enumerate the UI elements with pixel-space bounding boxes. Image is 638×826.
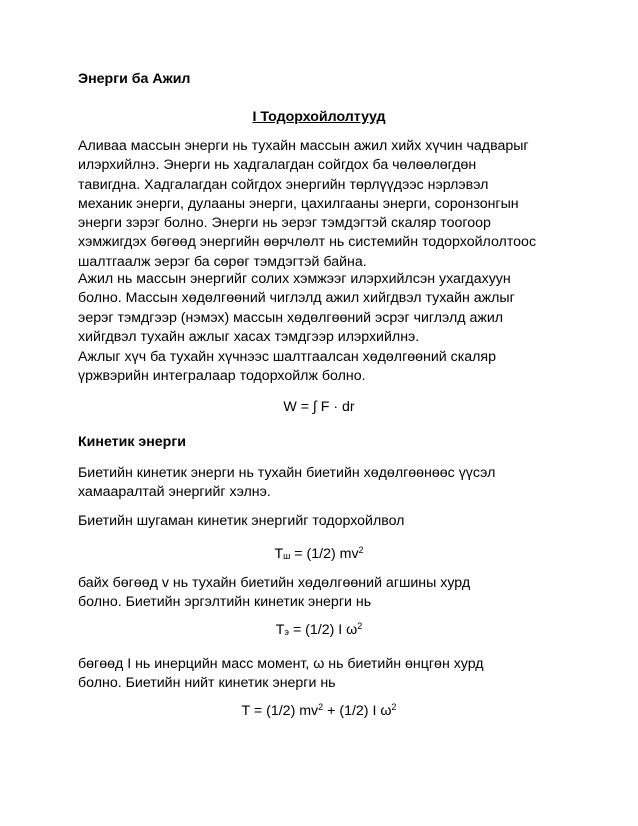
paragraph-linear-kinetic: Биетийн шугаман кинетик энергийг тодорхойлвол [78, 513, 405, 529]
text-line: тавигдна. Хадгалагдан сойгдох энергийн төрлүүдээс нэрлэвэл [78, 176, 489, 193]
text-line: шалтгаалж эерэг ба сөрөг тэмдэгтэй байна. [78, 253, 367, 270]
text-line: хэмжигдэх бөгөөд энергийн өөрчлөлт нь системийн тодорхойлолтоос [78, 234, 537, 251]
text-line: Биетийн кинетик энерги нь тухайн биетийн хөдөлгөөнөөс үүсэл [78, 465, 496, 481]
paragraph-energy-definition [78, 137, 598, 272]
text-line: илэрхийлнэ. Энерги нь хадгалагдан сойгдох ба чөлөөлөгдөн [78, 157, 477, 174]
paragraph-velocity [78, 574, 598, 613]
equation-rotational-kinetic: $T_э = (1/2)$ I $\omega^2$ [275, 621, 363, 638]
text-line: бөгөөд I нь инерцийн масс момент, ω нь биетийн өнцгөн хурд [78, 656, 484, 672]
text-line: Ажлыг хүч ба тухайн хүчнээс шалтгаалсан хөдөлгөөний скаляр [78, 349, 497, 365]
text-line: механик энерги, дулааны энерги, цахилгааны энерги, соронзонгын [78, 195, 519, 212]
equation-work: W = ∫ F · dr [283, 399, 355, 415]
text-line: хийгдвэл тухайн ажлыг хасах тэмдгээр илэрхийлнэ. [78, 328, 420, 345]
text-line: хамааралтай энергийг хэлнэ. [78, 484, 271, 501]
paragraph-work-integral [78, 348, 598, 387]
paragraph-inertia [78, 655, 598, 694]
paragraph-work-definition [78, 270, 598, 347]
equation-total-kinetic: T = (1/2) $mv^2 + (1/2)$ I $\omega^2$ [241, 702, 397, 719]
paragraph-kinetic-definition [78, 464, 598, 503]
text-line: үржвэрийн интегралаар тодорхойлж болно. [78, 368, 366, 385]
text-line: Ажил нь массын энергийг солих хэмжээг илэрхийлсэн ухагдахуун [78, 271, 511, 287]
text-line: болно. Биетийн нийт кинетик энерги нь [78, 675, 336, 692]
text-line: Аливаа массын энерги нь тухайн массын ажил хийх хүчин чадварыг [78, 138, 529, 154]
text-line: болно. Массын хөдөлгөөний чиглэлд ажил хийгдвэл тухайн ажлыг [78, 290, 515, 307]
text-line: энерги зэрэг болно. Энерги нь эерэг тэмдэгтэй скаляр тоогоор [78, 215, 491, 232]
equation-linear-kinetic: $T_ш = (1/2)$ $mv^2$ [274, 545, 364, 562]
text-line: болно. Биетийн эргэлтийн кинетик энерги нь [78, 594, 372, 611]
text-line: эерэг тэмдгээр (нэмэх) массын хөдөлгөөний эсрэг чиглэлд ажил [78, 309, 504, 326]
section-heading: I Тодорхойлолтууд [252, 109, 386, 125]
document-title: Энерги ба Ажил [78, 71, 191, 87]
text-line: байх бөгөөд v нь тухайн биетийн хөдөлгөөний агшины хурд [78, 575, 471, 591]
heading-kinetic-energy: Кинетик энерги [78, 434, 186, 450]
